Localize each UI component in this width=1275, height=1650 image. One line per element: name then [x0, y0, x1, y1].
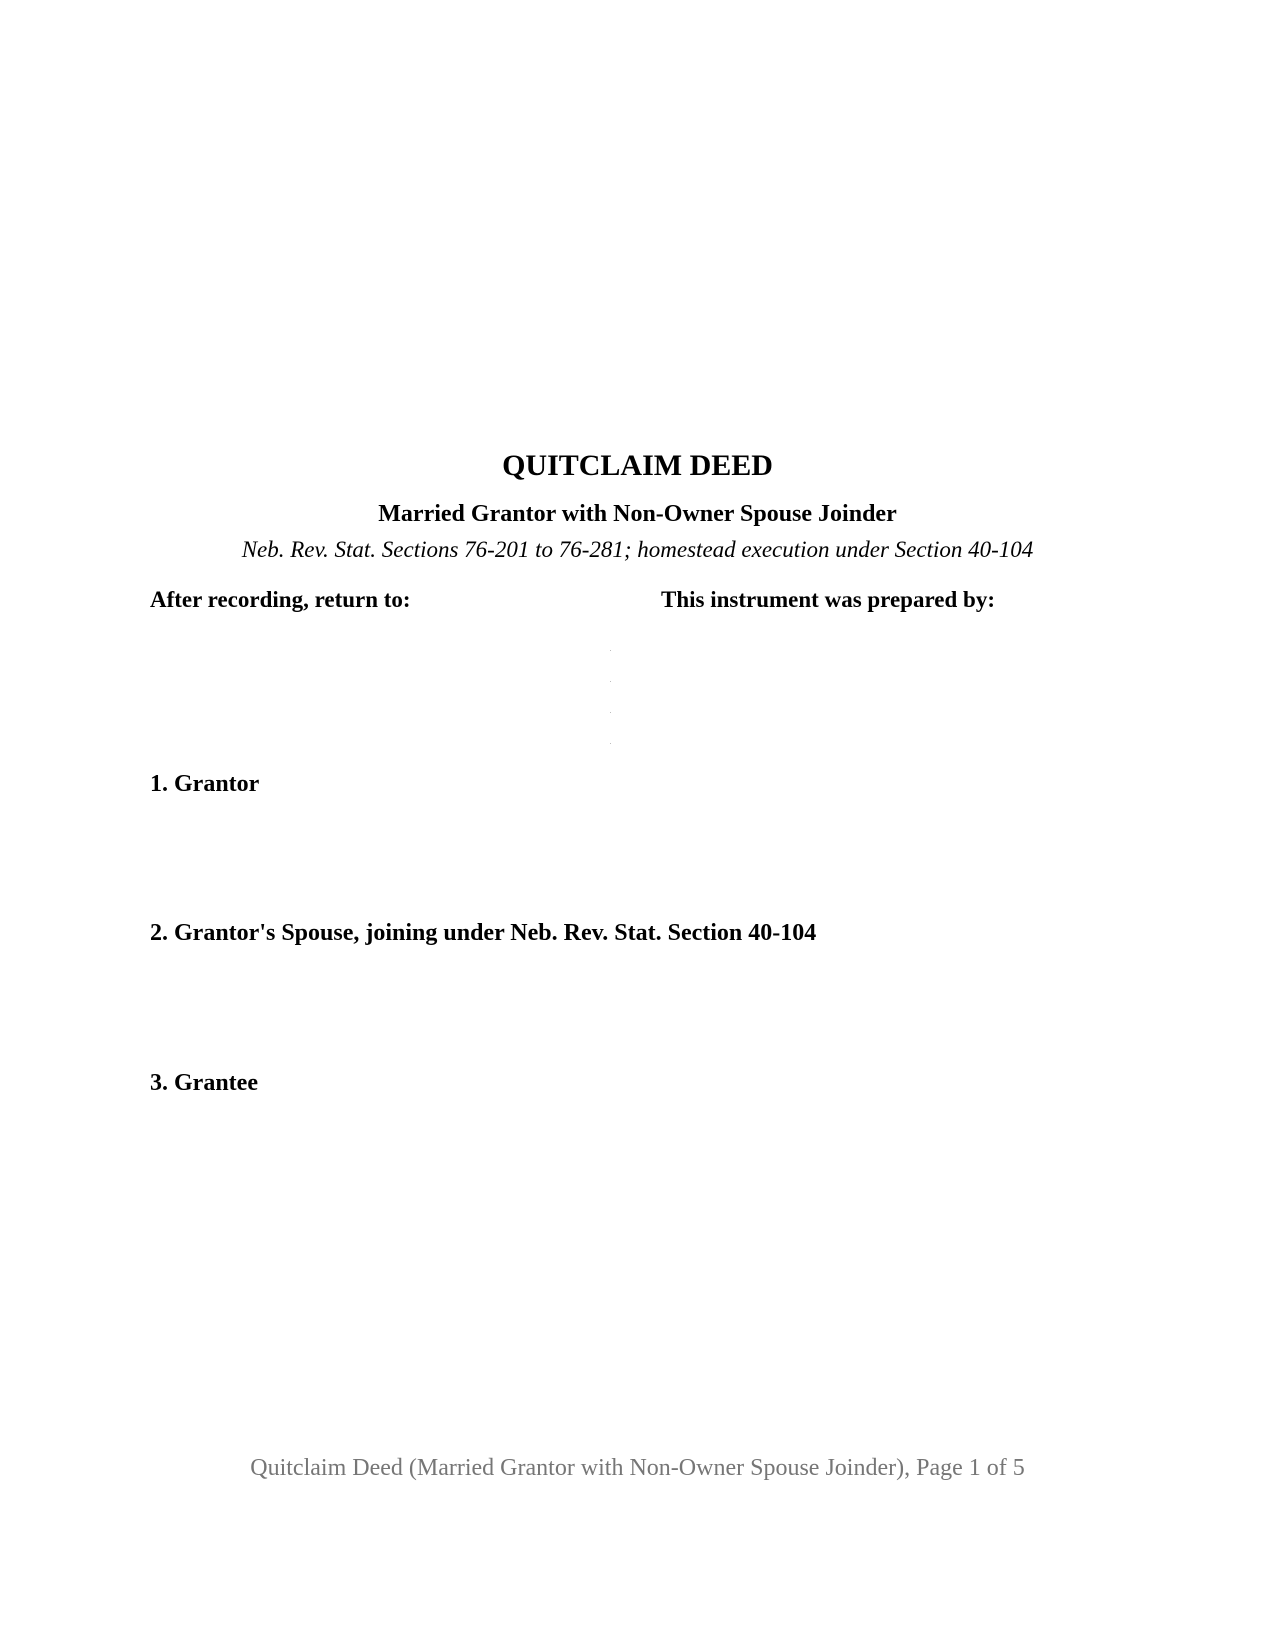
prepared-by-label: This instrument was prepared by:: [661, 587, 995, 612]
return-to-label: After recording, return to:: [150, 587, 411, 612]
section-heading-grantor: 1. Grantor: [150, 771, 260, 797]
document-title: QUITCLAIM DEED: [502, 449, 773, 482]
section-heading-grantor-spouse: 2. Grantor's Spouse, joining under Neb. Rev. Stat. Section 40-104: [150, 920, 817, 946]
column-divider: [610, 650, 612, 750]
section-heading-grantee: 3. Grantee: [150, 1070, 258, 1096]
statute-reference: Neb. Rev. Stat. Sections 76-201 to 76-281; homestead execution under Section 40-104: [241, 537, 1034, 562]
page-footer: Quitclaim Deed (Married Grantor with Non-Owner Spouse Joinder), Page 1 of 5: [250, 1455, 1025, 1481]
document-subtitle: Married Grantor with Non-Owner Spouse Joinder: [378, 501, 897, 527]
